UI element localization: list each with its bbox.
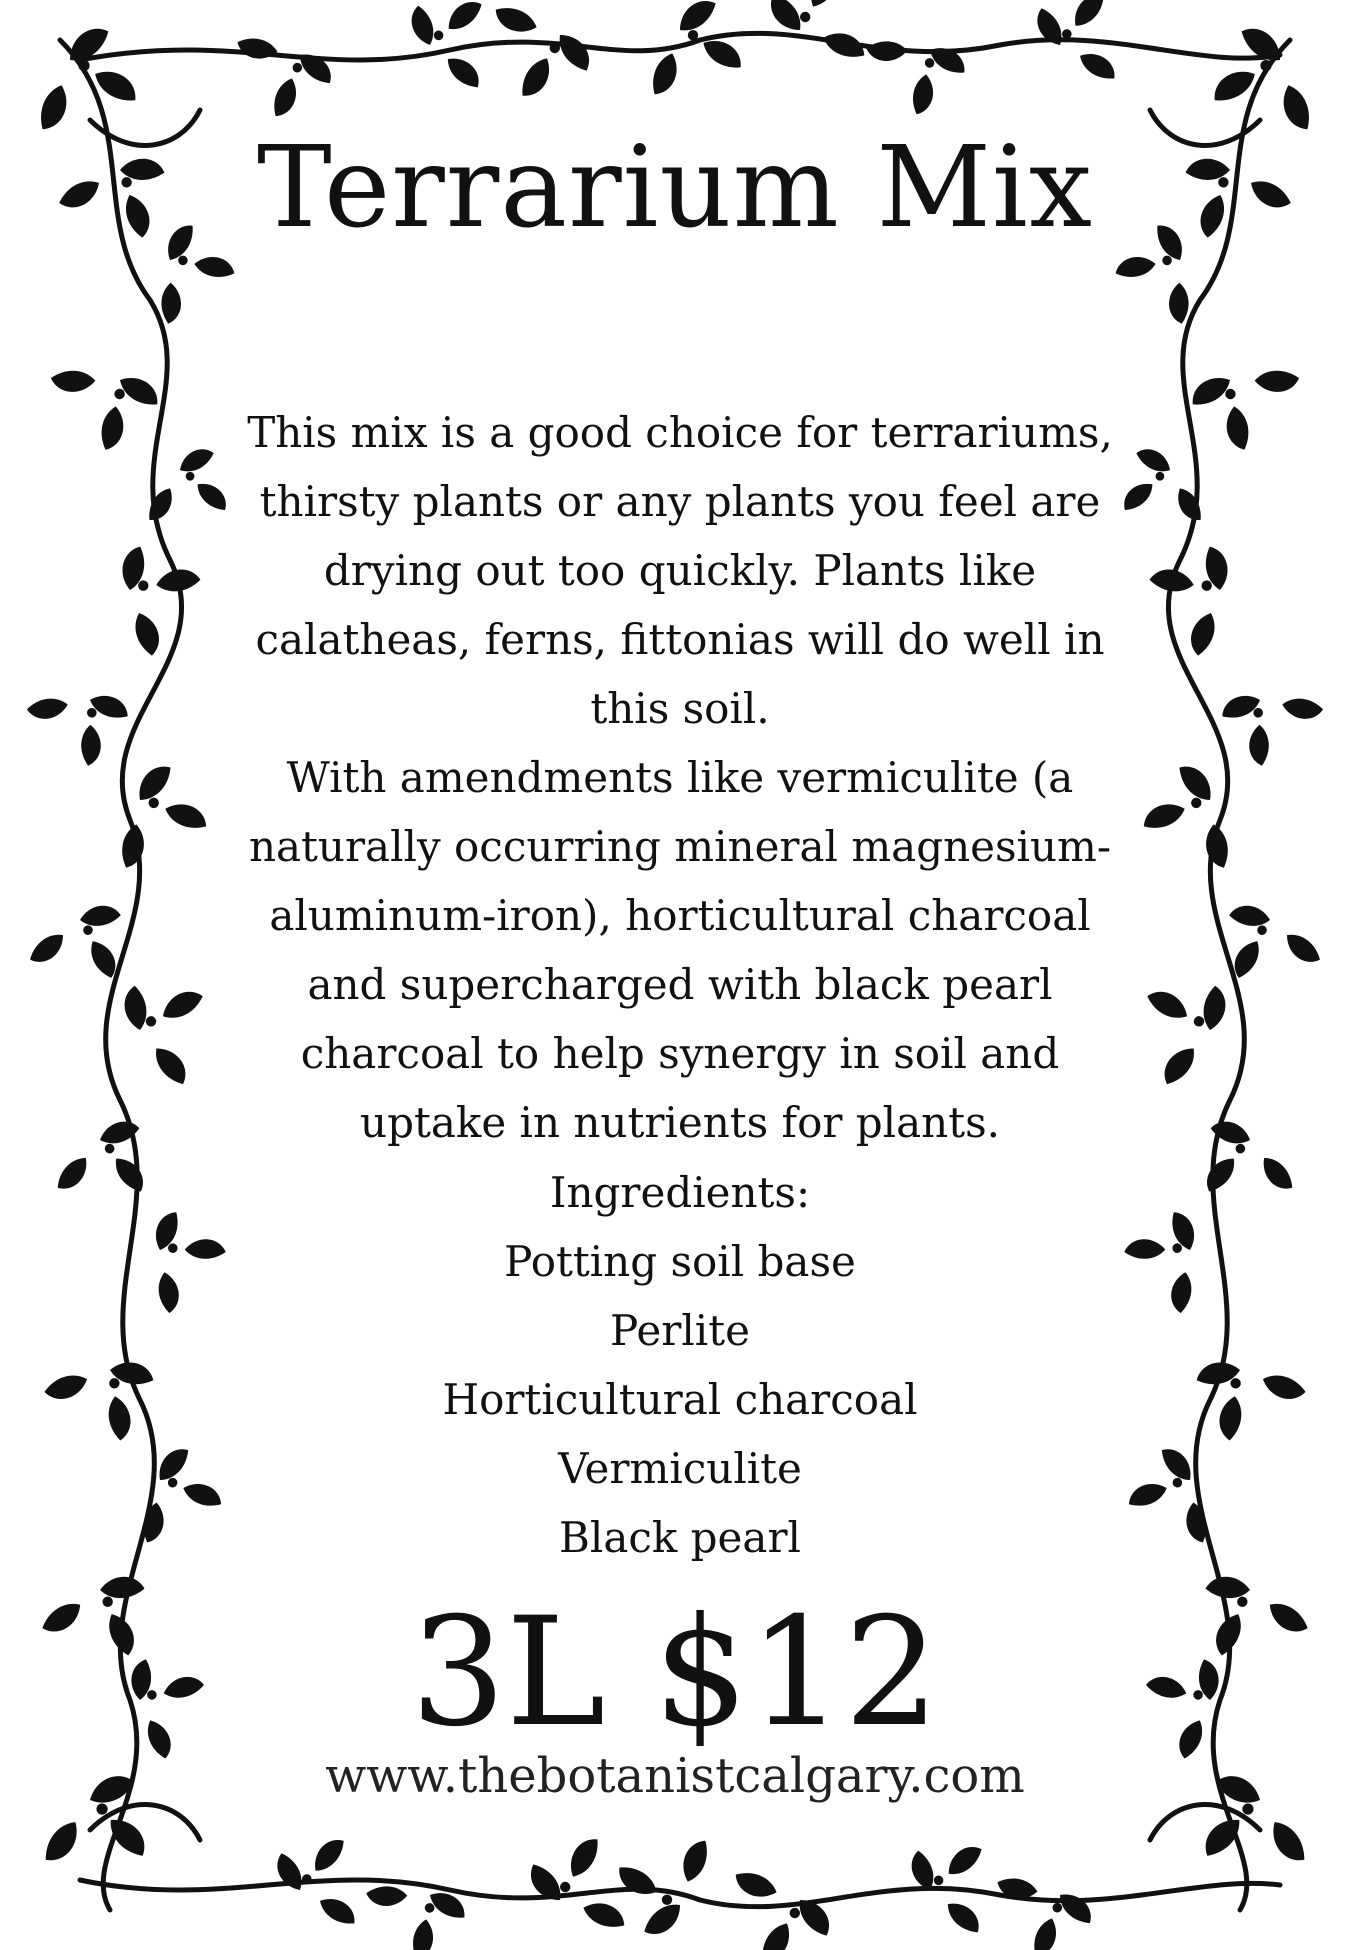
ingredient-item: Perlite — [610, 1306, 750, 1355]
website-url: www.thebotanistcalgary.com — [325, 1748, 1025, 1804]
price-label: 3L $12 — [410, 1586, 940, 1760]
description-text: This mix is a good choice for terrariums, thirsty plants or any plants you feel are drying out too quickly. Plants like calatheas, ferns, fittonias will do well in this soil. — [247, 408, 1113, 733]
ingredient-item: Vermiculite — [558, 1444, 802, 1493]
ingredients-list — [225, 1158, 1135, 1572]
ingredient-item: Black pearl — [559, 1513, 801, 1562]
ingredients-heading: Ingredients: — [549, 1168, 811, 1217]
description-block — [225, 398, 1135, 1157]
amendments-text: With amendments like vermiculite (a naturally occurring mineral magnesium-aluminum-iron), horticultural charcoal and supercharged with black pearl charcoal to help synergy in soil and uptake in nutrients for plants. — [248, 753, 1112, 1147]
ingredient-item: Horticultural charcoal — [442, 1375, 918, 1424]
page-title: Terrarium Mix — [256, 123, 1094, 253]
ingredient-item: Potting soil base — [504, 1237, 856, 1286]
